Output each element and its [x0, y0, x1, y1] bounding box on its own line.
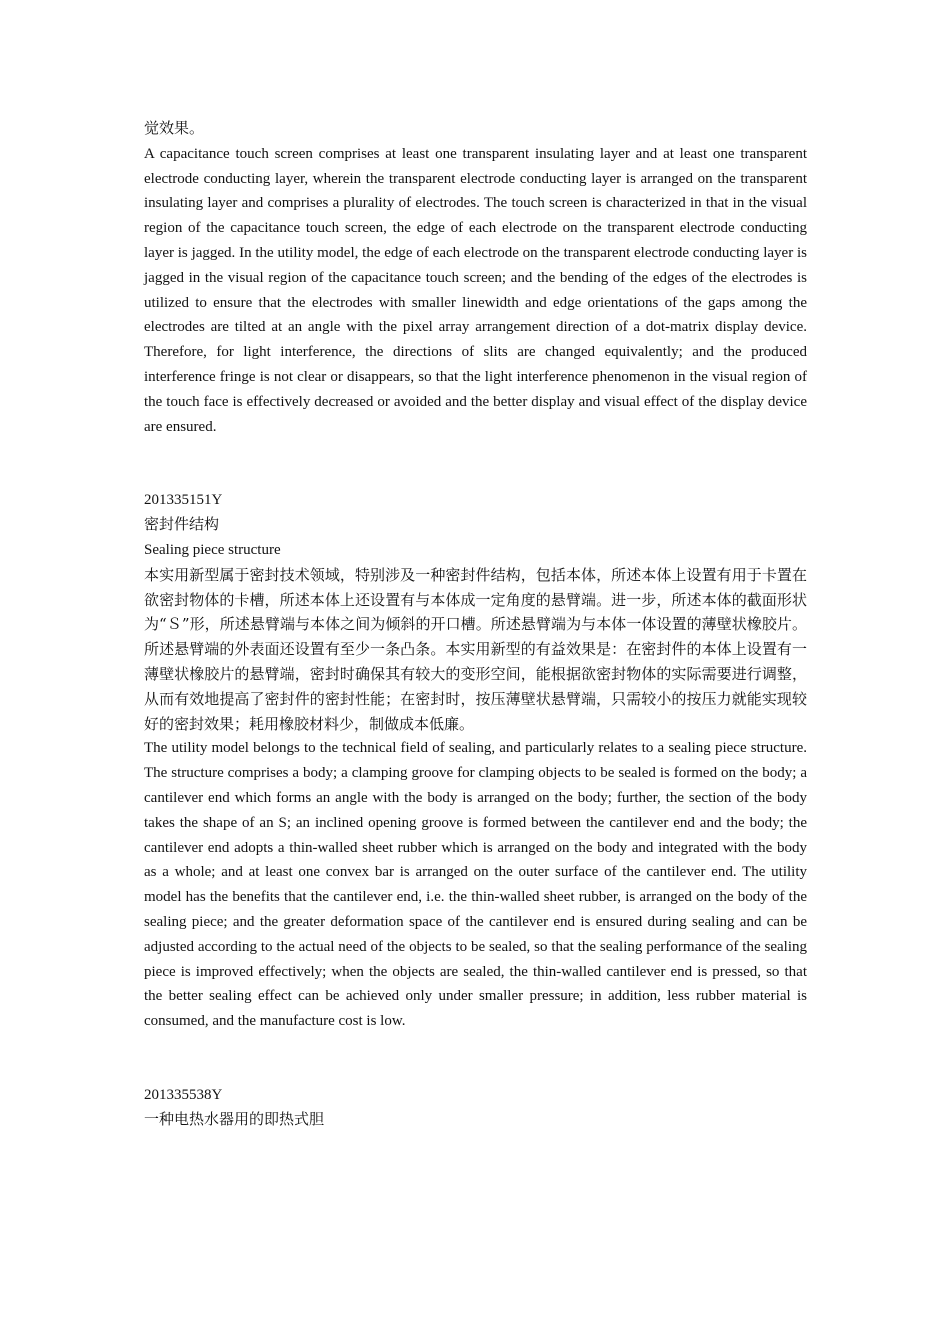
patent-number: 201335538Y: [144, 1086, 223, 1103]
carryover-english-abstract: A capacitance touch screen comprises at least one transparent insulating layer and at least one transparent electrode conducting layer, wherein the transparent electrode conducting layer is arranged on the transparent insulating layer and comprises a plurality of electrodes. The touch screen is characterized in that in the visual region of the capacitance touch screen, the edge of each electrode on the transparent electrode conducting layer is jagged. In the utility model, the edge of each electrode on the transparent electrode conducting layer is jagged in the visual region of the capacitance touch screen; and the bending of the edges of the electrodes is utilized to ensure that the electrodes with smaller linewidth and edge orientations of the gaps among the electrodes are tilted at an angle with the pixel array arrangement direction of a dot-matrix display device. Therefore, for light interference, the directions of slits are changed equivalently; and the produced interference fringe is not clear or disappears, so that the light interference phenomenon in the visual region of the touch face is effectively decreased or avoided and the better display and visual effect of the display device are ensured.: [144, 145, 807, 435]
patent-abstract-chinese: 本实用新型属于密封技术领域，特别涉及一种密封件结构，包括本体，所述本体上设置有用于卡置在欲密封物体的卡槽，所述本体上还设置有与本体成一定角度的悬臂端。进一步，所述本体的截面形状为“Ｓ”形，所述悬臂端与本体之间为倾斜的开口槽。所述悬臂端为与本体一体设置的薄壁状橡胶片。所述悬臂端的外表面还设置有至少一条凸条。本实用新型的有益效果是：在密封件的本体上设置有一薄壁状橡胶片的悬臂端，密封时确保其有较大的变形空间，能根据欲密封物体的实际需要进行调整，从而有效地提高了密封件的密封性能；在密封时，按压薄壁状悬臂端，只需较小的按压力就能实现较好的密封效果；耗用橡胶材料少，制做成本低廉。: [144, 565, 807, 733]
patent-title-chinese: 密封件结构: [144, 517, 220, 534]
patent-title-english: Sealing piece structure: [144, 541, 281, 558]
section-gap: [144, 439, 807, 488]
patent-entry: [144, 488, 807, 1034]
patent-title-chinese: 一种电热水器用的即热式胆: [144, 1111, 325, 1128]
patent-entry: [144, 1083, 807, 1133]
carryover-chinese-tail: 觉效果。: [144, 121, 205, 137]
patent-number: 201335151Y: [144, 492, 223, 509]
document-page: [144, 117, 807, 1132]
section-gap: [144, 1034, 807, 1083]
patent-abstract-english: The utility model belongs to the technical field of sealing, and particularly relates to a sealing piece structure. The structure comprises a body; a clamping groove for clamping objects to be sealed is formed on the body; a cantilever end which forms an angle with the body is arranged on the body; further, the section of the body takes the shape of an S; an inclined opening groove is formed between the cantilever end and the body; the cantilever end adopts a thin-walled sheet rubber which is arranged on the body and integrated with the body as a whole; and at least one convex bar is arranged on the outer surface of the cantilever end. The utility model has the benefits that the cantilever end, i.e. the thin-walled sheet rubber, is arranged on the body of the sealing piece; and the greater deformation space of the cantilever end is ensured during sealing and can be adjusted according to the actual need of the objects to be sealed, so that the sealing performance of the sealing piece is improved effectively; when the objects are sealed, the thin-walled cantilever end is pressed, so that the better sealing effect can be achieved only under smaller pressure; in addition, less rubber material is consumed, and the manufacture cost is low.: [144, 740, 807, 1030]
